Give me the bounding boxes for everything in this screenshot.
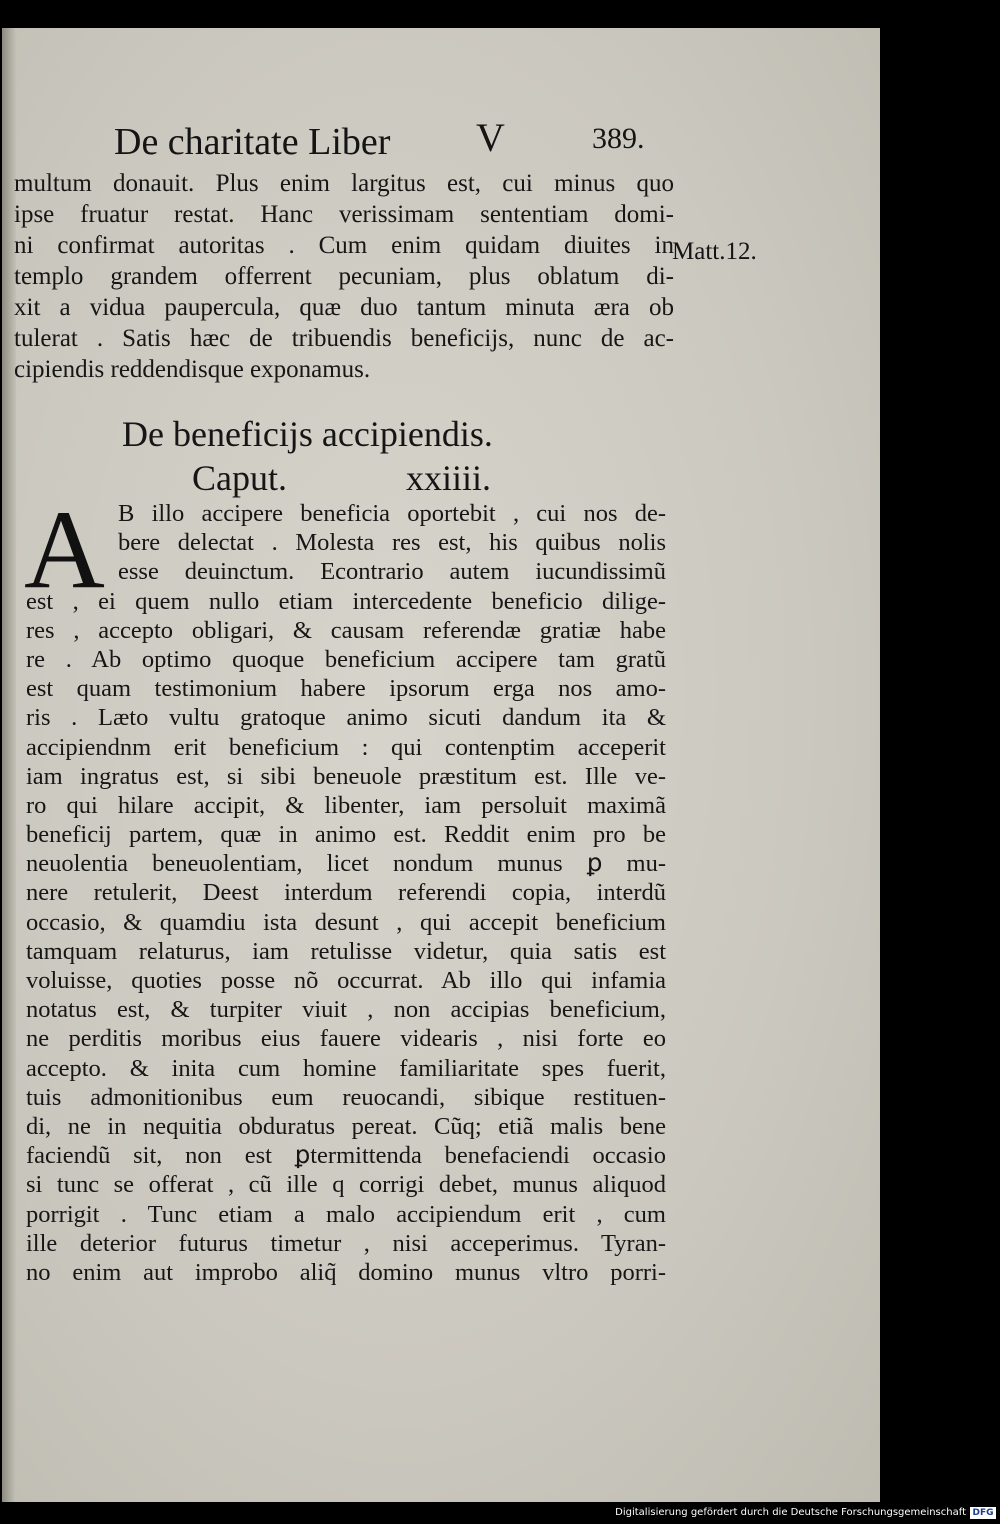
text-line: porrigit . Tunc etiam a malo accipiendum erit , cum [26, 1200, 666, 1228]
dfg-logo: DFG [970, 1507, 996, 1519]
text-line: res , accepto obligari, & causam referendæ gratiæ habe [26, 616, 666, 644]
caput-number: xxiiii. [406, 458, 492, 498]
text-line: ris . Læto vultu gratoque animo sicuti dandum ita & [26, 704, 666, 732]
text-line: occasio, & quamdiu ista desunt , qui accepit beneficium [26, 908, 666, 936]
text-line: voluisse, quoties posse nõ occurrat. Ab illo qui infamia [26, 967, 666, 994]
chapter-heading [122, 412, 582, 500]
text-line: tamquam relaturus, iam retulisse videtur, quia satis est [26, 937, 666, 965]
chapter-title: De beneficijs accipiendis. [122, 414, 493, 454]
text-line: bere delectat . Molesta res est, his quibus nolis [118, 529, 666, 557]
running-title: De charitate Liber [114, 121, 391, 163]
text-line: cipiendis reddendisque exponamus. [14, 356, 371, 383]
text-line: no enim aut improbo aliq̃ domino munus vltro porri- [26, 1258, 666, 1286]
running-header [114, 115, 674, 172]
text-line: ille deterior futurus timetur , nisi acceperimus. Tyran- [26, 1229, 666, 1257]
text-line: tuis admonitionibus eum reuocandi, sibique restituen- [26, 1083, 666, 1111]
text-line: si tunc se offerat , cũ ille q corrigi debet, munus aliquod [26, 1171, 666, 1199]
chapter-caput [122, 456, 582, 500]
text-line: iam ingratus est, si sibi beneuole præstitum est. Ille ve- [26, 762, 666, 790]
text-line: multum donauit. Plus enim largitus est, cui minus quo [14, 170, 674, 197]
text-line: est quam testimonium habere ipsorum erga nos amo- [26, 675, 666, 703]
page-number: 389. [592, 122, 645, 155]
text-line: di, ne in nequitia obduratus pereat. Cũq; etiã malis bene [26, 1112, 666, 1140]
marginal-note: Matt.12. [672, 238, 757, 265]
text-line: ne perditis moribus eius fauere videaris , nisi forte eo [26, 1025, 666, 1053]
text-line: re . Ab optimo quoque beneficium accipere tam gratũ [26, 645, 666, 673]
text-line: xit a vidua paupercula, quæ duo tantum minuta æra ob [14, 294, 674, 321]
text-line: ipse fruatur restat. Hanc verissimam sententiam domi- [14, 201, 674, 228]
text-line: est , ei quem nullo etiam intercedente beneficio dilige- [26, 587, 666, 615]
chapter-body [24, 488, 666, 1287]
text-line: beneficij partem, quæ in animo est. Reddit enim pro be [26, 821, 666, 849]
text-line: notatus est, & turpiter viuit , non accipias beneficium, [26, 996, 666, 1024]
text-line: ni confirmat autoritas . Cum enim quidam diuites in [14, 232, 674, 259]
text-line: ro qui hilare accipit, & libenter, iam persoluit maximã [26, 791, 666, 819]
text-line: neuolentia beneuolentiam, licet nondum munus ꝑ mu- [26, 850, 666, 878]
text-line: accipiendnm erit beneficium : qui contenptim acceperit [26, 733, 666, 761]
text-line: templo grandem offerrent pecuniam, plus oblatum di- [14, 263, 674, 290]
text-line: faciendũ sit, non est ꝑtermittenda benefaciendi occasio [26, 1142, 666, 1170]
text-line: nere retulerit, Deest interdum referendi copia, interdũ [26, 879, 666, 907]
liber-number: V [476, 115, 505, 160]
top-paragraph [14, 168, 674, 385]
digitization-credit: Digitalisierung gefördert durch die Deutsche Forschungsgemeinschaft [615, 1507, 966, 1518]
text-line: accepto. & inita cum homine familiaritate spes fuerit, [26, 1054, 666, 1082]
book-page [2, 28, 880, 1502]
text-line: tulerat . Satis hæc de tribuendis beneficijs, nunc de ac- [14, 325, 674, 352]
drop-cap-initial: A [24, 488, 105, 612]
caput-label: Caput. [192, 458, 287, 498]
text-line: B illo accipere beneficia oportebit , cui nos de- [118, 500, 666, 527]
text-line: esse deuinctum. Econtrario autem iucundissimũ [118, 558, 666, 586]
